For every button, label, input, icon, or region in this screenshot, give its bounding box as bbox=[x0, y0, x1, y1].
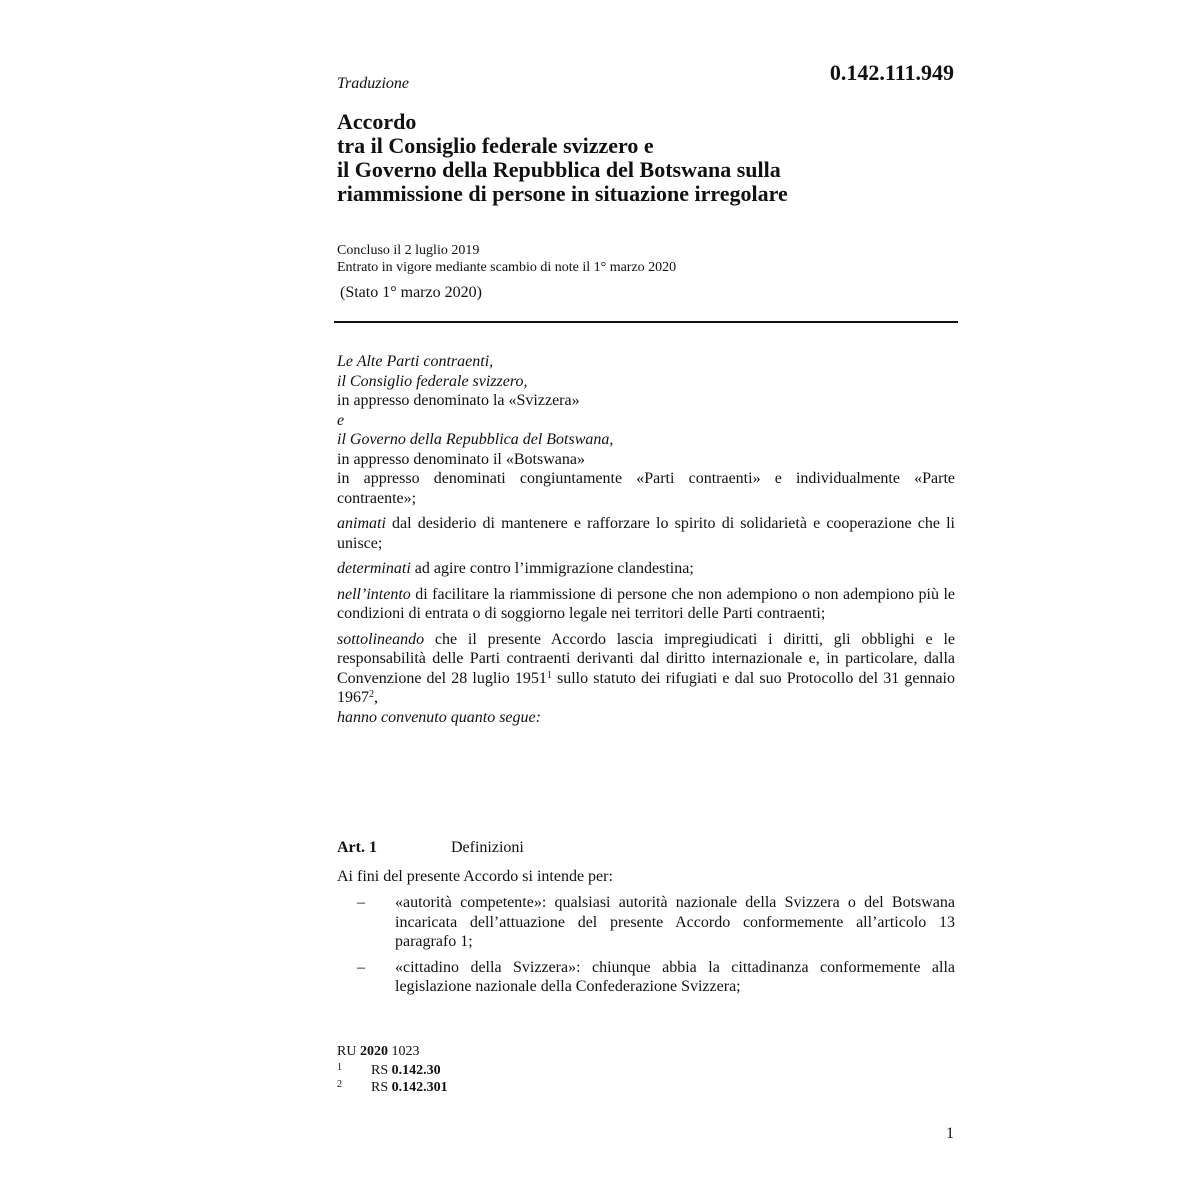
title-line: il Governo della Repubblica del Botswana sulla bbox=[337, 157, 781, 182]
definition-text: «cittadino della Svizzera»: chiunque abbia la cittadinanza conformemente alla legislazione nazionale della Confederazione Svizzera; bbox=[395, 958, 955, 995]
definition-text: «autorità competente»: qualsiasi autorità nazionale della Svizzera o del Botswana incaricata dell’attuazione del presente Accordo conformemente all’articolo 13 paragrafo 1; bbox=[395, 894, 955, 950]
ru-year: 2020 bbox=[359, 1044, 388, 1059]
footnote bbox=[337, 1079, 448, 1096]
footnote-link[interactable]: 0.142.301 bbox=[391, 1080, 448, 1095]
entry-into-force: Entrato in vigore mediante scambio di note il 1° marzo 2020 bbox=[337, 260, 677, 275]
title-line: Accordo bbox=[337, 109, 417, 134]
footnote-link[interactable]: 0.142.30 bbox=[391, 1063, 441, 1078]
recital-immigration bbox=[337, 559, 955, 579]
botswana-government: il Governo della Repubblica del Botswana, bbox=[337, 431, 614, 448]
swiss-alias: in appresso denominato la «Svizzera» bbox=[337, 392, 580, 409]
title-line: tra il Consiglio federale svizzero e bbox=[337, 133, 654, 158]
preamble-closing: hanno convenuto quanto segue: bbox=[337, 708, 541, 726]
recital-text: che il presente Accordo lascia impregiudicati i diritti, gli obblighi e le responsabilità delle Parti contraenti derivanti dal diritto internazionale e, in particolare, dalla Convenzione del 28 luglio 1951 bbox=[337, 630, 955, 687]
article-intro: Ai fini del presente Accordo si intende per: bbox=[337, 868, 613, 885]
definition-item bbox=[357, 958, 955, 997]
document-title bbox=[337, 110, 957, 206]
document-meta bbox=[337, 242, 676, 276]
footnote-ref-2[interactable]: 2 bbox=[369, 689, 374, 700]
sr-number: 0.142.111.949 bbox=[829, 60, 954, 85]
footnote-prefix: RS bbox=[371, 1063, 392, 1078]
footnote-prefix: RS bbox=[371, 1080, 392, 1095]
article-1-heading bbox=[337, 838, 524, 858]
translation-label: Traduzione bbox=[337, 75, 410, 92]
joint-alias: in appresso denominati congiuntamente «Parti contraenti» e individualmente «Parte contraente»; bbox=[337, 470, 955, 507]
ru-prefix: RU bbox=[337, 1044, 360, 1059]
article-title: Definizioni bbox=[451, 839, 524, 856]
article-number: Art. 1 bbox=[337, 839, 377, 856]
title-line: riammissione di persone in situazione irregolare bbox=[337, 181, 788, 206]
preamble bbox=[337, 352, 955, 727]
ru-page: 1023 bbox=[387, 1044, 420, 1059]
parties-label: Le Alte Parti contraenti, bbox=[337, 353, 494, 370]
page-number: 1 bbox=[946, 1125, 954, 1142]
footnote-mark: 2 bbox=[337, 1079, 342, 1090]
recital-solidarity bbox=[337, 514, 955, 553]
recital-text: dal desiderio di mantenere e rafforzare lo spirito di solidarietà e cooperazione che li unisce; bbox=[337, 515, 955, 552]
conjunction: e bbox=[337, 411, 345, 429]
recital-readmission bbox=[337, 585, 955, 624]
recital-international-law bbox=[337, 630, 955, 708]
recital-text: sullo statuto dei rifugiati e dal suo Protocollo del 31 gennaio 1967 bbox=[337, 669, 955, 706]
footnote-ref-1[interactable]: 1 bbox=[546, 669, 552, 681]
definition-item bbox=[357, 893, 955, 952]
botswana-alias: in appresso denominato il «Botswana» bbox=[337, 450, 585, 468]
recital-text: di facilitare la riammissione di persone che non adempiono o non adempiono più le condizioni di entrata o di soggiorno legale nei territori delle Parti contraenti; bbox=[337, 585, 955, 622]
recital-lead: nell’intento bbox=[337, 585, 411, 603]
swiss-council: il Consiglio federale svizzero, bbox=[337, 372, 528, 390]
recital-lead: sottolineando bbox=[337, 630, 425, 648]
recital-lead: animati bbox=[337, 515, 386, 532]
footnote-mark: 1 bbox=[337, 1062, 342, 1073]
concluded-date: Concluso il 2 luglio 2019 bbox=[337, 243, 480, 258]
definitions-list bbox=[357, 893, 955, 997]
footnotes bbox=[337, 1062, 448, 1096]
recital-lead: determinati bbox=[337, 560, 411, 577]
header-divider bbox=[334, 321, 958, 323]
dash-bullet: – bbox=[357, 958, 365, 976]
dash-bullet: – bbox=[357, 894, 365, 911]
footnote bbox=[337, 1062, 448, 1079]
recital-text: ad agire contro l’immigrazione clandestina; bbox=[410, 560, 694, 577]
recital-text: , bbox=[374, 689, 378, 706]
ru-reference bbox=[337, 1043, 419, 1060]
status-date: (Stato 1° marzo 2020) bbox=[340, 284, 482, 301]
